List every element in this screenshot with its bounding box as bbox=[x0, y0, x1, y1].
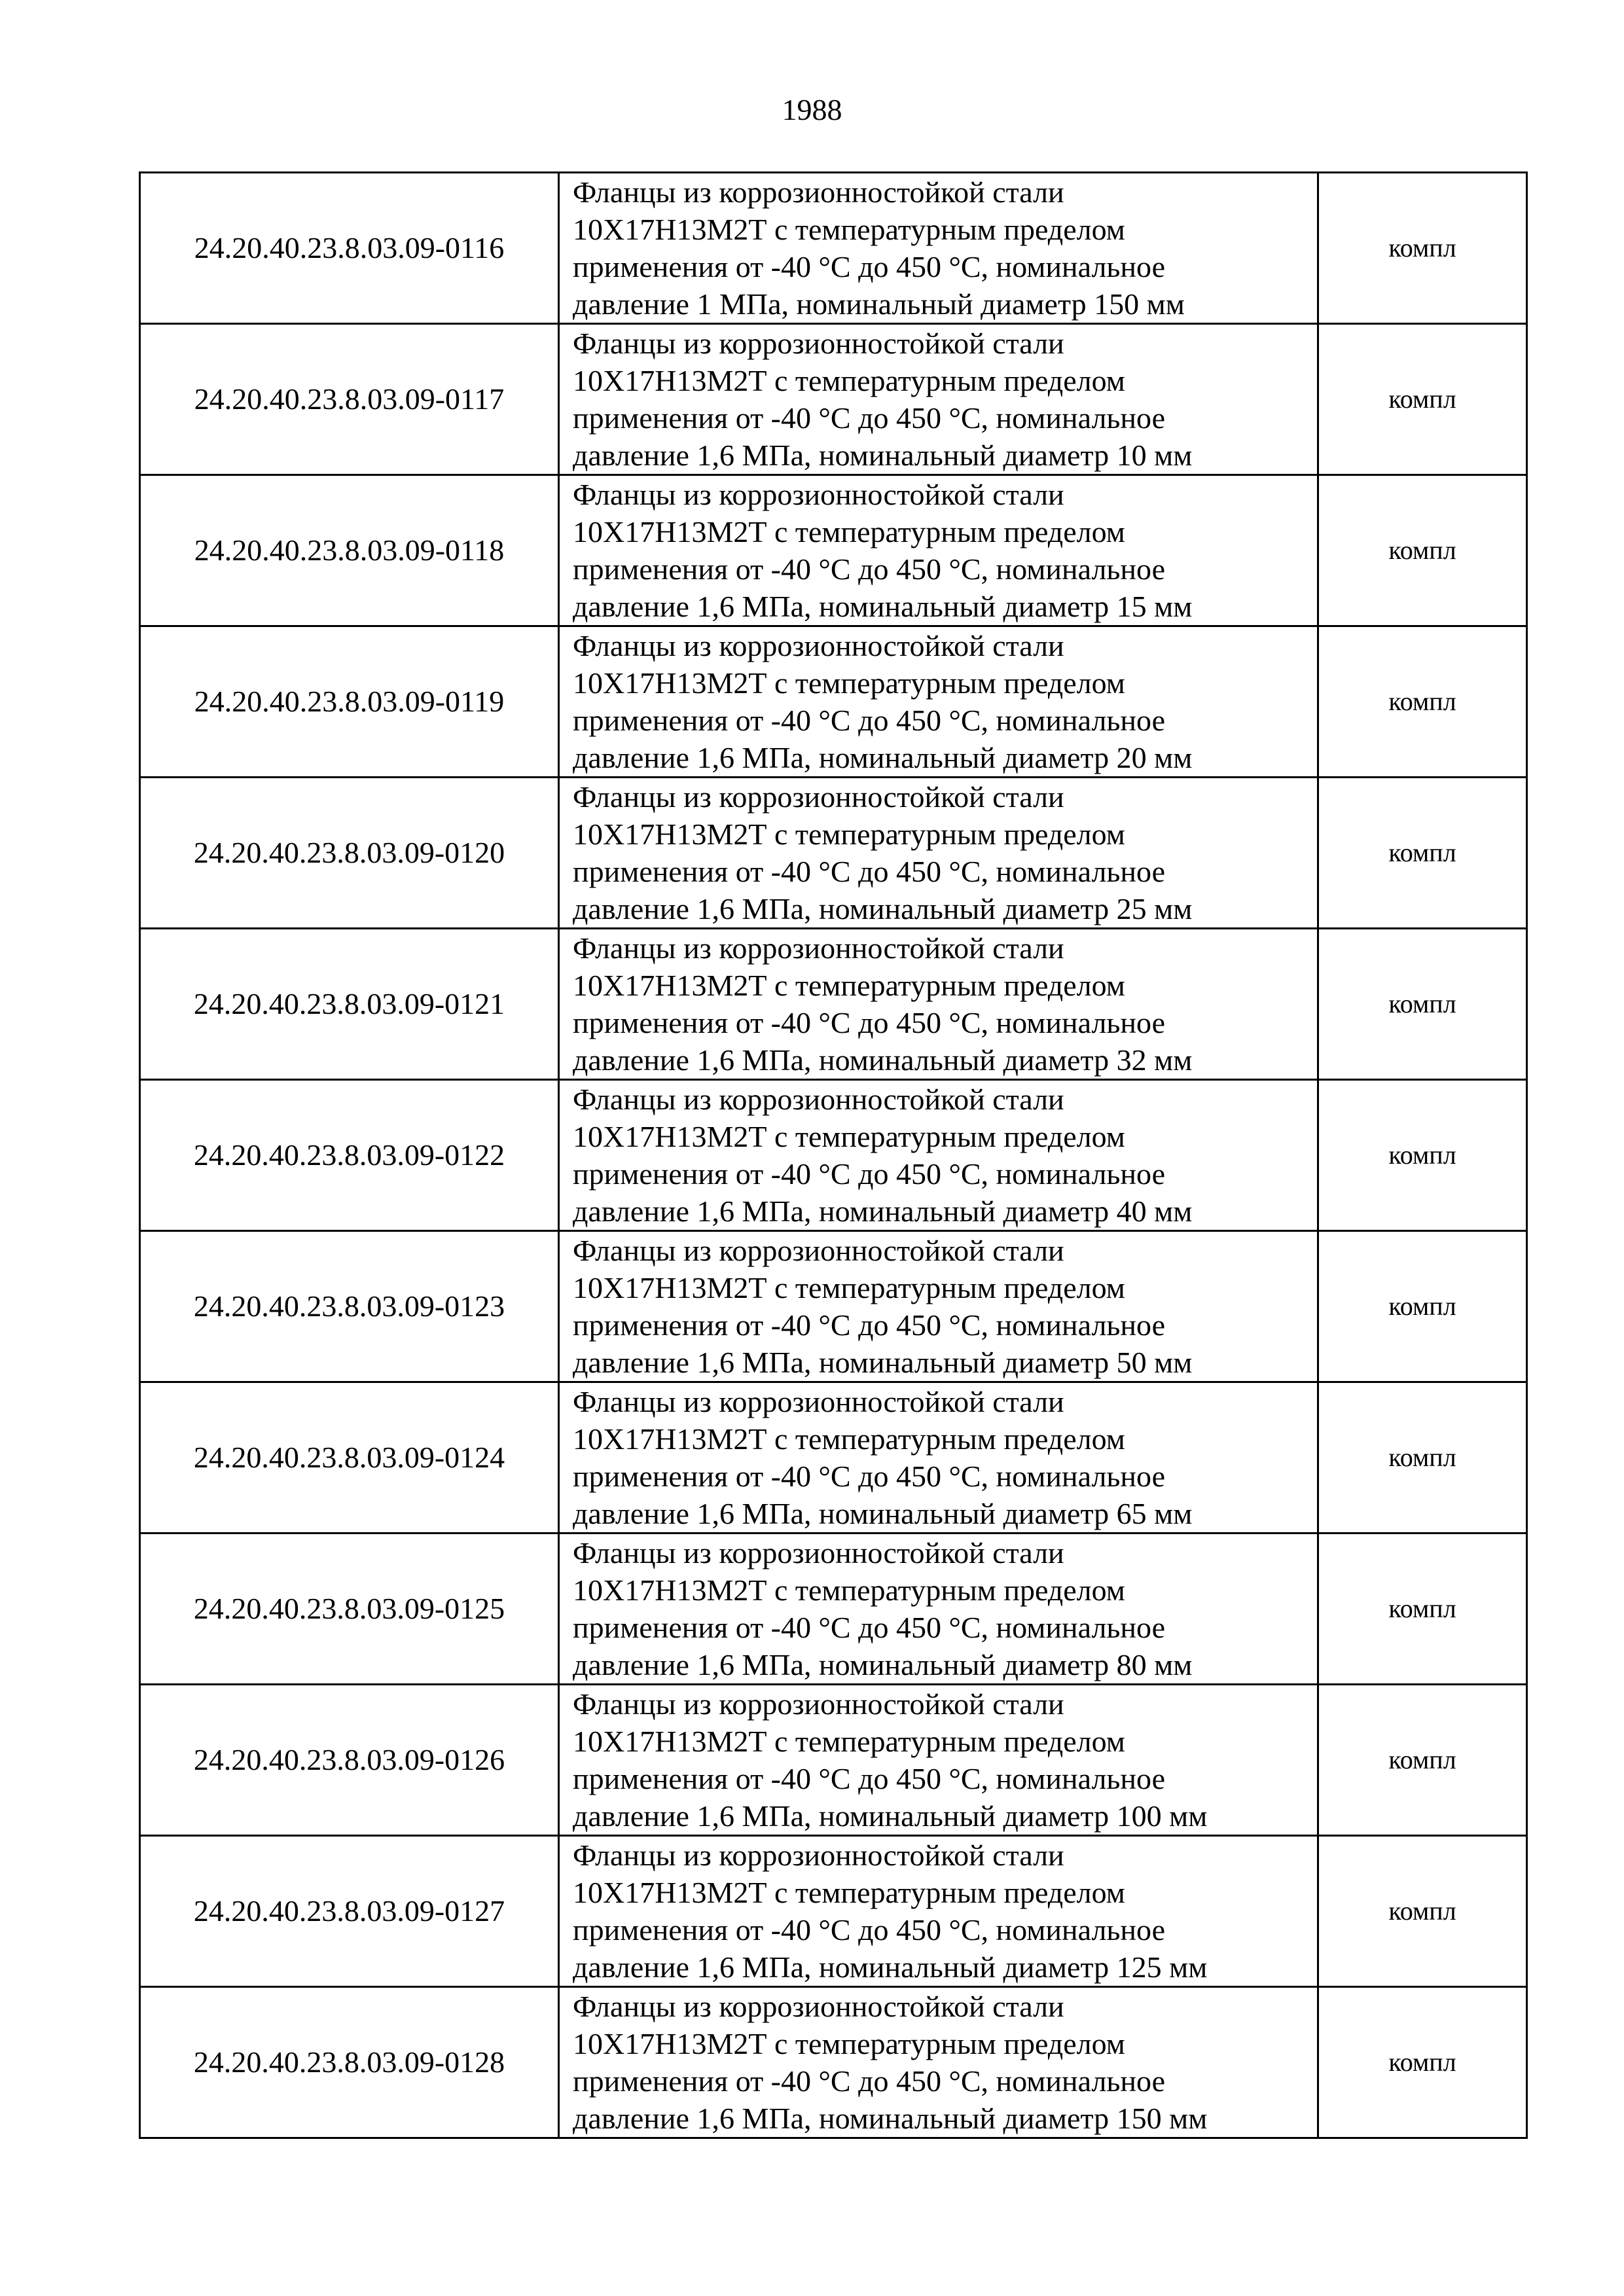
table-row bbox=[140, 173, 1527, 324]
item-code: 24.20.40.23.8.03.09-0123 bbox=[140, 1231, 559, 1382]
item-unit: компл bbox=[1318, 778, 1527, 929]
item-unit: компл bbox=[1318, 929, 1527, 1080]
item-description: Фланцы из коррозионностойкой стали 10Х17Н13М2Т с температурным пределом применения от -40 °С до 450 °С, номинальное давление 1,6 МПа, номинальный диаметр 150 мм bbox=[573, 1990, 1208, 2135]
item-code: 24.20.40.23.8.03.09-0125 bbox=[140, 1534, 559, 1685]
item-code: 24.20.40.23.8.03.09-0124 bbox=[140, 1382, 559, 1534]
item-description: Фланцы из коррозионностойкой стали 10Х17Н13М2Т с температурным пределом применения от -40 °С до 450 °С, номинальное давление 1,6 МПа, номинальный диаметр 50 мм bbox=[573, 1234, 1193, 1379]
table-row bbox=[140, 1231, 1527, 1382]
item-unit: компл bbox=[1318, 173, 1527, 324]
item-description: Фланцы из коррозионностойкой стали 10Х17Н13М2Т с температурным пределом применения от -40 °С до 450 °С, номинальное давление 1,6 МПа, номинальный диаметр 10 мм bbox=[573, 327, 1193, 472]
item-unit: компл bbox=[1318, 1382, 1527, 1534]
item-description: Фланцы из коррозионностойкой стали 10Х17Н13М2Т с температурным пределом применения от -40 °С до 450 °С, номинальное давление 1,6 МПа, номинальный диаметр 65 мм bbox=[573, 1385, 1193, 1530]
item-unit: компл bbox=[1318, 475, 1527, 626]
item-code: 24.20.40.23.8.03.09-0122 bbox=[140, 1080, 559, 1231]
item-description: Фланцы из коррозионностойкой стали 10Х17Н13М2Т с температурным пределом применения от -40 °С до 450 °С, номинальное давление 1,6 МПа, номинальный диаметр 125 мм bbox=[573, 1839, 1208, 1984]
table-row bbox=[140, 1534, 1527, 1685]
table-row bbox=[140, 778, 1527, 929]
table-row bbox=[140, 929, 1527, 1080]
item-code: 24.20.40.23.8.03.09-0128 bbox=[140, 1987, 559, 2138]
page-number: 1988 bbox=[782, 93, 842, 126]
item-unit: компл bbox=[1318, 324, 1527, 475]
item-code: 24.20.40.23.8.03.09-0117 bbox=[140, 324, 559, 475]
table-row bbox=[140, 1685, 1527, 1836]
table-row bbox=[140, 626, 1527, 778]
item-unit: компл bbox=[1318, 1685, 1527, 1836]
item-unit: компл bbox=[1318, 1231, 1527, 1382]
item-code: 24.20.40.23.8.03.09-0120 bbox=[140, 778, 559, 929]
item-code: 24.20.40.23.8.03.09-0116 bbox=[140, 173, 559, 324]
table-row bbox=[140, 1836, 1527, 1987]
item-description: Фланцы из коррозионностойкой стали 10Х17Н13М2Т с температурным пределом применения от -40 °С до 450 °С, номинальное давление 1,6 МПа, номинальный диаметр 40 мм bbox=[573, 1083, 1193, 1228]
item-code: 24.20.40.23.8.03.09-0126 bbox=[140, 1685, 559, 1836]
table-row bbox=[140, 1987, 1527, 2138]
table-row bbox=[140, 1080, 1527, 1231]
item-code: 24.20.40.23.8.03.09-0118 bbox=[140, 475, 559, 626]
item-description: Фланцы из коррозионностойкой стали 10Х17Н13М2Т с температурным пределом применения от -40 °С до 450 °С, номинальное давление 1,6 МПа, номинальный диаметр 32 мм bbox=[573, 931, 1193, 1077]
item-code: 24.20.40.23.8.03.09-0119 bbox=[140, 626, 559, 778]
item-description: Фланцы из коррозионностойкой стали 10Х17Н13М2Т с температурным пределом применения от -40 °С до 450 °С, номинальное давление 1,6 МПа, номинальный диаметр 80 мм bbox=[573, 1536, 1193, 1681]
item-description: Фланцы из коррозионностойкой стали 10Х17Н13М2Т с температурным пределом применения от -40 °С до 450 °С, номинальное давление 1,6 МПа, номинальный диаметр 100 мм bbox=[573, 1687, 1208, 1833]
table-row bbox=[140, 1382, 1527, 1534]
item-unit: компл bbox=[1318, 1836, 1527, 1987]
item-code: 24.20.40.23.8.03.09-0127 bbox=[140, 1836, 559, 1987]
item-description: Фланцы из коррозионностойкой стали 10Х17Н13М2Т с температурным пределом применения от -40 °С до 450 °С, номинальное давление 1 МПа, номинальный диаметр 150 мм bbox=[573, 175, 1185, 321]
item-unit: компл bbox=[1318, 626, 1527, 778]
table-row bbox=[140, 324, 1527, 475]
item-unit: компл bbox=[1318, 1987, 1527, 2138]
item-unit: компл bbox=[1318, 1534, 1527, 1685]
table-row bbox=[140, 475, 1527, 626]
items-table bbox=[139, 171, 1528, 2139]
item-unit: компл bbox=[1318, 1080, 1527, 1231]
item-description: Фланцы из коррозионностойкой стали 10Х17Н13М2Т с температурным пределом применения от -40 °С до 450 °С, номинальное давление 1,6 МПа, номинальный диаметр 20 мм bbox=[573, 629, 1193, 774]
item-description: Фланцы из коррозионностойкой стали 10Х17Н13М2Т с температурным пределом применения от -40 °С до 450 °С, номинальное давление 1,6 МПа, номинальный диаметр 15 мм bbox=[573, 478, 1193, 623]
item-code: 24.20.40.23.8.03.09-0121 bbox=[140, 929, 559, 1080]
item-description: Фланцы из коррозионностойкой стали 10Х17Н13М2Т с температурным пределом применения от -40 °С до 450 °С, номинальное давление 1,6 МПа, номинальный диаметр 25 мм bbox=[573, 780, 1193, 925]
